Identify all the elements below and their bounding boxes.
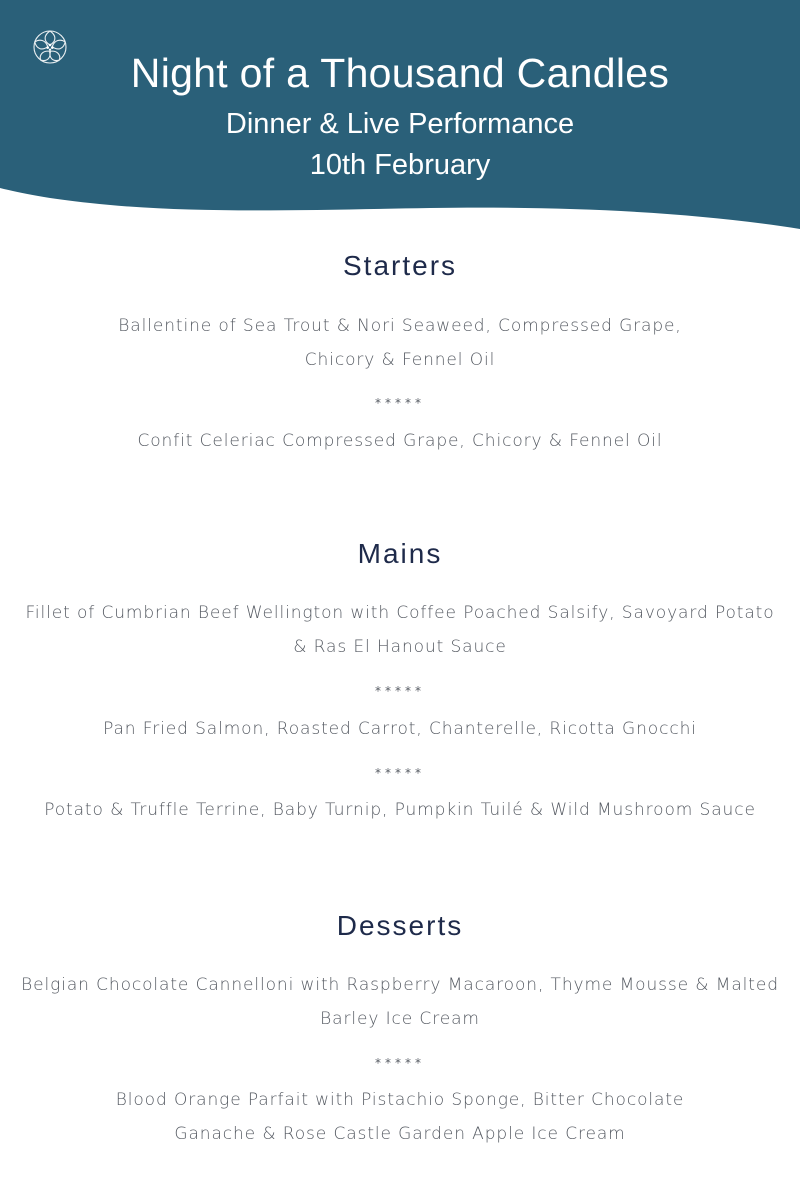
main-item: Pan Fried Salmon, Roasted Carrot, Chanterelle, Ricotta Gnocchi	[103, 719, 697, 739]
dessert-item: Belgian Chocolate Cannelloni with Raspberry Macaroon, Thyme Mousse & Malted Barley Ice Cream	[21, 975, 779, 1029]
desserts-heading: Desserts	[336, 910, 464, 941]
event-date: 10th February	[309, 149, 491, 181]
starter-item: Confit Celeriac Compressed Grape, Chicory & Fennel Oil	[137, 431, 663, 451]
separator: *****	[375, 396, 425, 410]
separator: *****	[375, 684, 425, 698]
dessert-item: Blood Orange Parfait with Pistachio Sponge, Bitter Chocolate Ganache & Rose Castle Garden Apple Ice Cream	[115, 1090, 685, 1144]
main-item: Fillet of Cumbrian Beef Wellington with Coffee Poached Salsify, Savoyard Potato & Ras El Hanout Sauce	[25, 603, 775, 657]
separator: *****	[375, 1056, 425, 1070]
header-banner	[0, 0, 800, 240]
starters-heading: Starters	[342, 250, 458, 281]
mains-heading: Mains	[357, 538, 443, 569]
event-subtitle: Dinner & Live Performance	[225, 108, 575, 140]
main-item: Potato & Truffle Terrine, Baby Turnip, Pumpkin Tuilé & Wild Mushroom Sauce	[44, 800, 756, 820]
starter-item: Ballentine of Sea Trout & Nori Seaweed, Compressed Grape, Chicory & Fennel Oil	[118, 316, 682, 370]
event-title: Night of a Thousand Candles	[130, 50, 670, 96]
separator: *****	[375, 766, 425, 780]
